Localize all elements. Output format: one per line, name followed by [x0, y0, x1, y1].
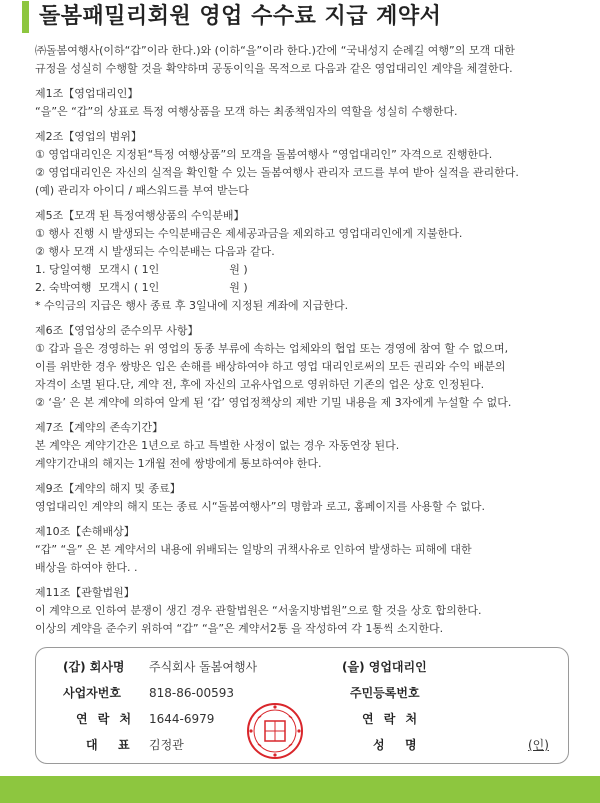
- article-line: ① 행사 진행 시 발생되는 수익분배금은 제세공과금을 제외하고 영업대리인에게 지불한다.: [35, 227, 463, 240]
- party-b-seal-mark: (인): [528, 738, 549, 752]
- article-7: [35, 419, 587, 473]
- article-6: [35, 322, 587, 412]
- party-a-contact-value: 1644-6979: [149, 712, 215, 726]
- intro: [35, 42, 587, 78]
- article-heading: 제2조【영업의 범위】: [35, 130, 142, 143]
- company-seal-stamp: [246, 702, 304, 760]
- article-heading: 제1조【영업대리인】: [35, 87, 139, 100]
- article-heading: 제6조【영업상의 준수의무 사항】: [35, 324, 199, 337]
- article-line: ② 영업대리인은 자신의 실적을 확인할 수 있는 돌봄여행사 관리자 코드를 부여 받아 실적을 관리한다.: [35, 166, 519, 179]
- article-2: [35, 128, 587, 200]
- article-line: 영업대리인 계약의 해지 또는 종료 시“돌봄여행사”의 명함과 로고, 홈페이지를 사용할 수 없다.: [35, 500, 486, 513]
- article-10: [35, 523, 587, 577]
- party-a-ceo-label: 대 표: [86, 738, 130, 752]
- party-b-contact-label: 연 락 처: [362, 712, 418, 726]
- article-line: 1. 당일여행 모객시 ( 1인 원 ): [35, 263, 248, 276]
- article-line: ① 갑과 을은 경영하는 위 영업의 동종 부류에 속하는 업체와의 협업 또는 경영에 참여 할 수 없으며,: [35, 342, 509, 355]
- article-line: 이를 위반한 경우 쌍방은 입은 손해를 배상하여야 하고 영업 대리인로써의 모든 권리와 수익 배분의: [35, 360, 506, 373]
- article-heading: 제5조【모객 된 특정여행상품의 수익분배】: [35, 209, 245, 222]
- signature-box: [35, 647, 569, 764]
- article-9: [35, 480, 587, 516]
- contract-body: [35, 42, 587, 638]
- article-line: ① 영업대리인은 지정된“특정 여행상품”의 모객을 돌봄여행사 “영업대리인” 자격으로 진행한다.: [35, 148, 493, 161]
- party-a-company-label: (갑) 회사명: [63, 660, 125, 674]
- party-b-agent-label: (을) 영업대리인: [342, 660, 427, 674]
- article-line: 이 계약으로 인하여 분쟁이 생긴 경우 관할법원은 “서울지방법원”으로 할 것을 상호 합의한다.: [35, 604, 482, 617]
- article-heading: 제11조【관할법원】: [35, 586, 135, 599]
- article-heading: 제7조【계약의 존속기간】: [35, 421, 164, 434]
- article-5: [35, 207, 587, 315]
- article-heading: 제9조【계약의 해지 및 종료】: [35, 482, 181, 495]
- footer-band: [0, 776, 600, 803]
- article-line: ② ‘을’ 은 본 계약에 의하여 알게 된 ‘갑’ 영업정책상의 제반 기밀 내용을 제 3자에게 누설할 수 없다.: [35, 396, 512, 409]
- article-line: 자격이 소멸 된다.단, 계약 전, 후에 자신의 고유사업으로 영위하던 기존의 업은 상호 인정된다.: [35, 378, 485, 391]
- party-a-bizno-value: 818-86-00593: [149, 686, 235, 700]
- article-11: [35, 584, 587, 638]
- article-line: 이상의 계약을 준수키 위하여 “갑” “을”은 계약서2통 을 작성하여 각 1통씩 소지한다.: [35, 622, 444, 635]
- article-heading: 제10조【손해배상】: [35, 525, 135, 538]
- article-line: (예) 관리자 아이디 / 패스워드를 부여 받는다: [35, 184, 249, 197]
- party-a-company-value: 주식회사 돌봄여행사: [149, 660, 258, 674]
- party-b-name-label: 성 명: [373, 738, 417, 752]
- intro-line: 규정을 성실히 수행할 것을 확약하며 공동이익을 목적으로 다음과 같은 영업대리인 계약을 체결한다.: [35, 62, 513, 75]
- page-title: 돌봄패밀리회원 영업 수수료 지급 계약서: [39, 4, 442, 29]
- article-line: * 수익금의 지급은 행사 종료 후 3일내에 지정된 계좌에 지급한다.: [35, 299, 349, 312]
- article-line: ② 행사 모객 시 발생되는 수익분배는 다음과 같다.: [35, 245, 275, 258]
- party-a-bizno-label: 사업자번호: [63, 686, 121, 700]
- party-a-contact-label: 연 락 처: [76, 712, 132, 726]
- article-line: “갑” “을” 은 본 계약서의 내용에 위배되는 일방의 귀책사유로 인하여 발생하는 피해에 대한: [35, 543, 472, 556]
- party-b-resident-label: 주민등록번호: [350, 686, 420, 700]
- article-line: 2. 숙박여행 모객시 ( 1인 원 ): [35, 281, 248, 294]
- article-line: 배상을 하여야 한다. .: [35, 561, 138, 574]
- article-line: 본 계약은 계약기간은 1년으로 하고 특별한 사정이 없는 경우 자동연장 된다.: [35, 439, 400, 452]
- party-a-ceo-value: 김정관: [149, 738, 184, 752]
- title-accent-bar: [22, 1, 29, 33]
- article-1: [35, 85, 587, 121]
- intro-line: ㈜돌봄여행사(이하“갑”이라 한다.)와 (이하“을”이라 한다.)간에 “국내성지 순례길 여행”의 모객 대한: [35, 44, 515, 57]
- article-line: 계약기간내의 해지는 1개월 전에 쌍방에게 통보하여야 한다.: [35, 457, 322, 470]
- article-line: “을”은 “갑”의 상표로 특정 여행상품을 모객 하는 최종책임자의 역할을 성실히 수행한다.: [35, 105, 458, 118]
